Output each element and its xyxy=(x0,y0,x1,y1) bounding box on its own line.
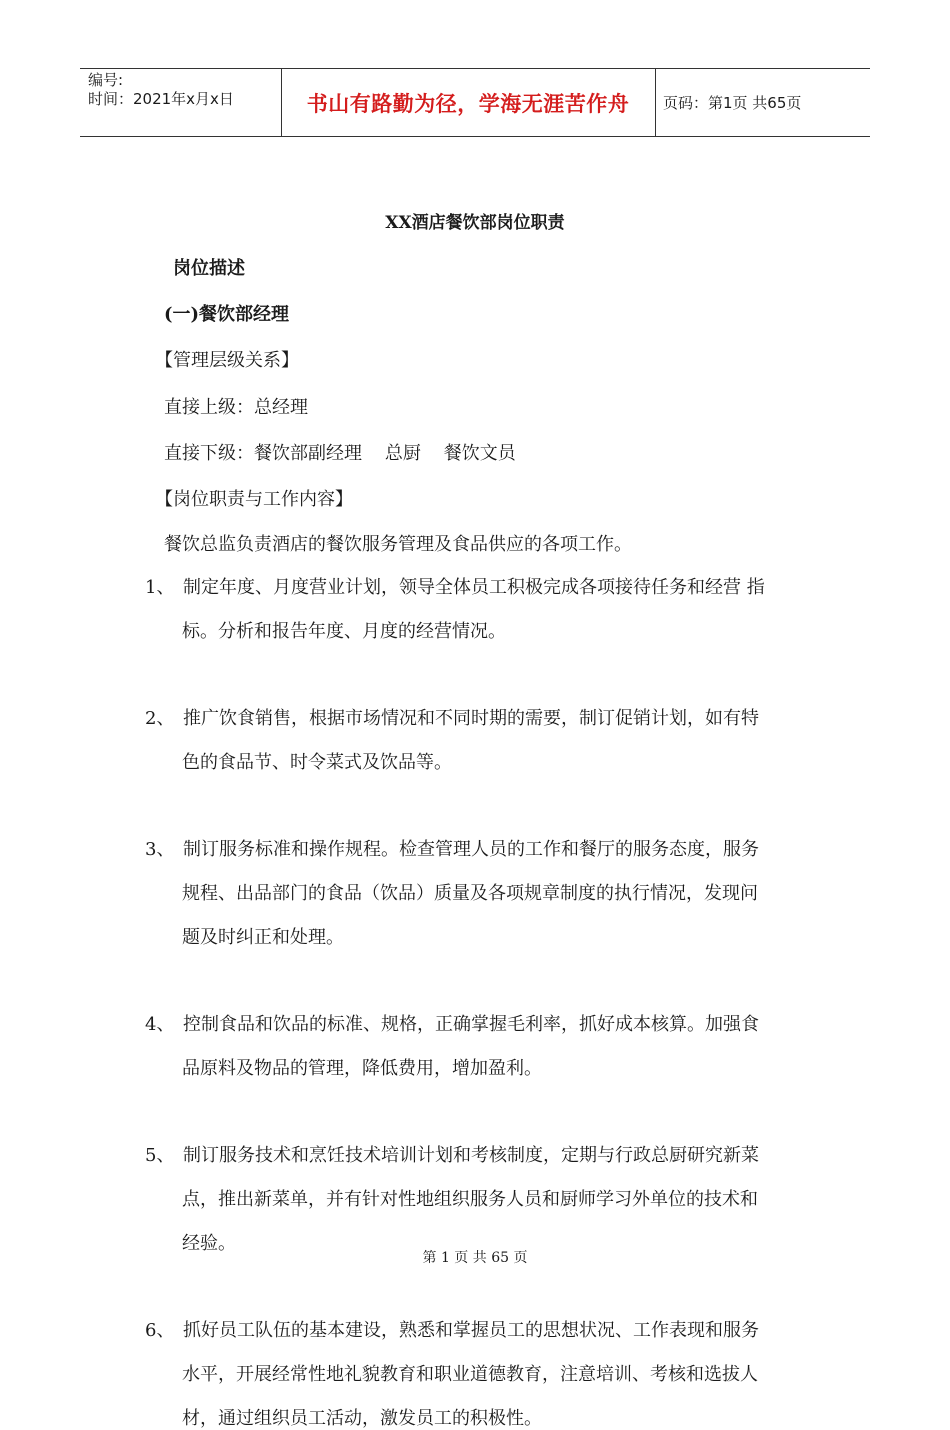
subsection-heading: (一)餐饮部经理 xyxy=(164,304,290,325)
duty-item-text-line: 制订服务标准和操作规程。检查管理人员的工作和餐厅的服务态度，服务 xyxy=(183,839,759,860)
duty-item-text-line: 抓好员工队伍的基本建设，熟悉和掌握员工的思想状况、工作表现和服务 xyxy=(183,1320,759,1341)
duties-heading: 【岗位职责与工作内容】 xyxy=(155,489,353,510)
header-divider xyxy=(655,69,656,136)
header-meta xyxy=(88,71,234,109)
duty-item-text-line: 题及时纠正和处理。 xyxy=(182,927,344,948)
page-footer: 第 1 页 共 65 页 xyxy=(422,1250,528,1266)
direct-subordinates: 直接下级：餐饮部副经理 总厨 餐饮文员 xyxy=(164,443,516,464)
direct-superior: 直接上级：总经理 xyxy=(164,397,308,418)
document-time: 时间：2021年x月x日 xyxy=(88,90,234,108)
duty-item-text-line: 品原料及物品的管理，降低费用，增加盈利。 xyxy=(182,1058,542,1079)
header-table xyxy=(80,68,870,137)
duty-item-text-line: 控制食品和饮品的标准、规格，正确掌握毛利率，抓好成本核算。加强食 xyxy=(183,1014,759,1035)
duty-item-text-line: 经验。 xyxy=(182,1233,236,1254)
duty-item-text-line: 水平，开展经常性地礼貌教育和职业道德教育，注意培训、考核和选拔人 xyxy=(182,1364,758,1385)
duty-item-text-line: 标。分析和报告年度、月度的经营情况。 xyxy=(182,621,506,642)
duty-item-text-line: 材，通过组织员工活动，激发员工的积极性。 xyxy=(182,1408,542,1429)
section-heading: 岗位描述 xyxy=(173,258,245,279)
duty-item-text-line: 推广饮食销售，根据市场情况和不同时期的需要，制订促销计划，如有特 xyxy=(183,708,759,729)
document-number-label: 编号: xyxy=(88,71,124,89)
duty-item-text-line: 色的食品节、时令菜式及饮品等。 xyxy=(182,752,452,773)
document-title: XX酒店餐饮部岗位职责 xyxy=(385,213,565,233)
duties-intro: 餐饮总监负责酒店的餐饮服务管理及食品供应的各项工作。 xyxy=(164,534,632,555)
duty-item-number: 2、 xyxy=(145,708,175,729)
duty-item-text-line: 制定年度、月度营业计划，领导全体员工积极完成各项接待任务和经营 指 xyxy=(183,577,765,598)
duty-item-number: 5、 xyxy=(145,1145,175,1166)
duty-item-number: 4、 xyxy=(145,1014,175,1035)
header-motto: 书山有路勤为径，学海无涯苦作舟 xyxy=(306,91,630,116)
management-heading: 【管理层级关系】 xyxy=(155,350,299,371)
duty-item-text-line: 点，推出新菜单，并有针对性地组织服务人员和厨师学习外单位的技术和 xyxy=(182,1189,758,1210)
duty-item-text-line: 制订服务技术和烹饪技术培训计划和考核制度，定期与行政总厨研究新菜 xyxy=(183,1145,759,1166)
duty-item-number: 3、 xyxy=(145,839,175,860)
duty-item-text-line: 规程、出品部门的食品（饮品）质量及各项规章制度的执行情况，发现问 xyxy=(182,883,758,904)
header-page-info: 页码：第1页 共65页 xyxy=(663,94,802,112)
duty-item-number: 6、 xyxy=(145,1320,175,1341)
duty-item-number: 1、 xyxy=(145,577,175,598)
